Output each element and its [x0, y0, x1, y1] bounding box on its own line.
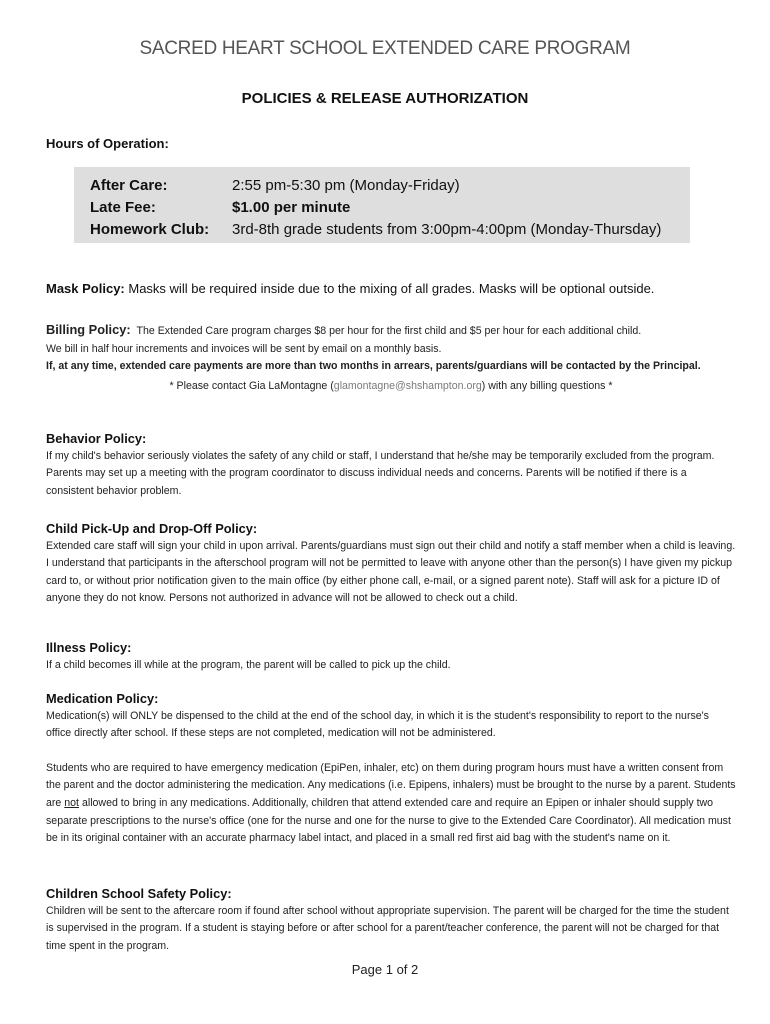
illness-policy-heading: Illness Policy: [46, 640, 132, 655]
hours-label: After Care: [90, 177, 168, 194]
pickup-policy [46, 520, 736, 608]
medication-para2-a: Students who are required to have emergency medication (EpiPen, inhaler, etc) on them during program hours must have a written consent from the parent and the doctor administering the medication. [46, 761, 724, 792]
safety-policy-heading: Children School Safety Policy: [46, 886, 232, 901]
medication-para2-c: allowed to bring in any medications. Additionally, children that attend extended care and require an Epipen or inhaler should supply two separate prescriptions to the nurse's office (one for the nurse and one for the nurse to give to the Extended Care Coordinator). [46, 796, 714, 827]
billing-policy-heading: Billing Policy: [46, 322, 131, 337]
hours-heading: Hours of Operation: [46, 136, 169, 151]
medication-para2-not: not [64, 796, 79, 809]
hours-label: Late Fee: [90, 199, 156, 216]
behavior-policy-text: If my child's behavior seriously violates the safety of any child or staff, I understand that he/she may be temporarily excluded from the program. Parents may set up a meeting with the program coordinator to discuss individual needs and concerns. Parents will be notified if there is a consistent behavior problem. [46, 449, 715, 497]
medication-policy [46, 690, 736, 848]
billing-policy-arrears: If, at any time, extended care payments are more than two months in arrears, parents/guardians will be contacted by the Principal. [46, 360, 701, 373]
billing-contact-post: ) with any billing questions * [481, 379, 613, 392]
billing-contact-email[interactable]: glamontagne@shshampton.org [333, 379, 482, 392]
medication-policy-heading: Medication Policy: [46, 691, 159, 706]
mask-policy-text: Masks will be required inside due to the mixing of all grades. Masks will be optional outside. [124, 281, 655, 296]
medication-policy-para2 [46, 760, 736, 848]
medication-para2-d: All medication must be in its original container with an accurate pharmacy label intact, and placed in a small red first aid bag with the student's name on it. [46, 814, 731, 845]
billing-policy-line1: The Extended Care program charges $8 per hour for the first child and $5 per hour for each additional child. [136, 325, 642, 337]
behavior-policy [46, 430, 736, 500]
document-subtitle: POLICIES & RELEASE AUTHORIZATION [241, 90, 529, 107]
billing-policy [46, 321, 736, 395]
behavior-policy-heading: Behavior Policy: [46, 431, 147, 446]
hours-value: 2:55 pm-5:30 pm (Monday-Friday) [232, 177, 460, 194]
page-number: Page 1 of 2 [351, 962, 419, 977]
mask-policy-heading: Mask Policy: [46, 281, 125, 296]
hours-box [74, 167, 690, 243]
document-title: SACRED HEART SCHOOL EXTENDED CARE PROGRAM [139, 38, 631, 59]
billing-policy-line2: We bill in half hour increments and invoices will be sent by email on a monthly basis. [46, 342, 442, 355]
pickup-policy-text: Extended care staff will sign your child in upon arrival. Parents/guardians must sign out their child and notify a staff member when a child is leaving. I understand that participants in the afterschool program will not be permitted to leave with anyone other than the person(s) I have given my pickup card to, or without prior notification given to the main office (by either phone call, e-mail, or a signed parent note). Staff will ask for a picture ID of anyone they do not know. Persons not authorized in advance will not be allowed to check out a child. [46, 539, 736, 605]
pickup-policy-heading: Child Pick-Up and Drop-Off Policy: [46, 521, 258, 536]
medication-policy-para1: Medication(s) will ONLY be dispensed to the child at the end of the school day, in which it is the student's responsibility to report to the nurse's office directly after school. If these steps are not completed, medication will not be administered. [46, 709, 709, 740]
safety-policy [46, 885, 736, 955]
illness-policy [46, 639, 736, 674]
hours-label: Homework Club: [90, 221, 210, 238]
mask-policy [46, 281, 736, 296]
illness-policy-text: If a child becomes ill while at the program, the parent will be called to pick up the child. [46, 658, 451, 671]
safety-policy-text: Children will be sent to the aftercare room if found after school without appropriate supervision. The parent will be charged for the time the student is supervised in the program. If a student is staying before or after school for a parent/teacher conference, the parent will not be charged for that time spent in the program. [46, 904, 729, 952]
medication-para2-b: Any medications (i.e. Epipens, inhalers) must be brought to the nurse by a parent. Students are [46, 779, 736, 809]
hours-value: 3rd-8th grade students from 3:00pm-4:00pm (Monday-Thursday) [232, 221, 662, 238]
billing-contact-pre: * Please contact Gia LaMontagne ( [169, 379, 334, 392]
billing-contact [46, 378, 736, 396]
hours-value: $1.00 per minute [232, 199, 351, 216]
